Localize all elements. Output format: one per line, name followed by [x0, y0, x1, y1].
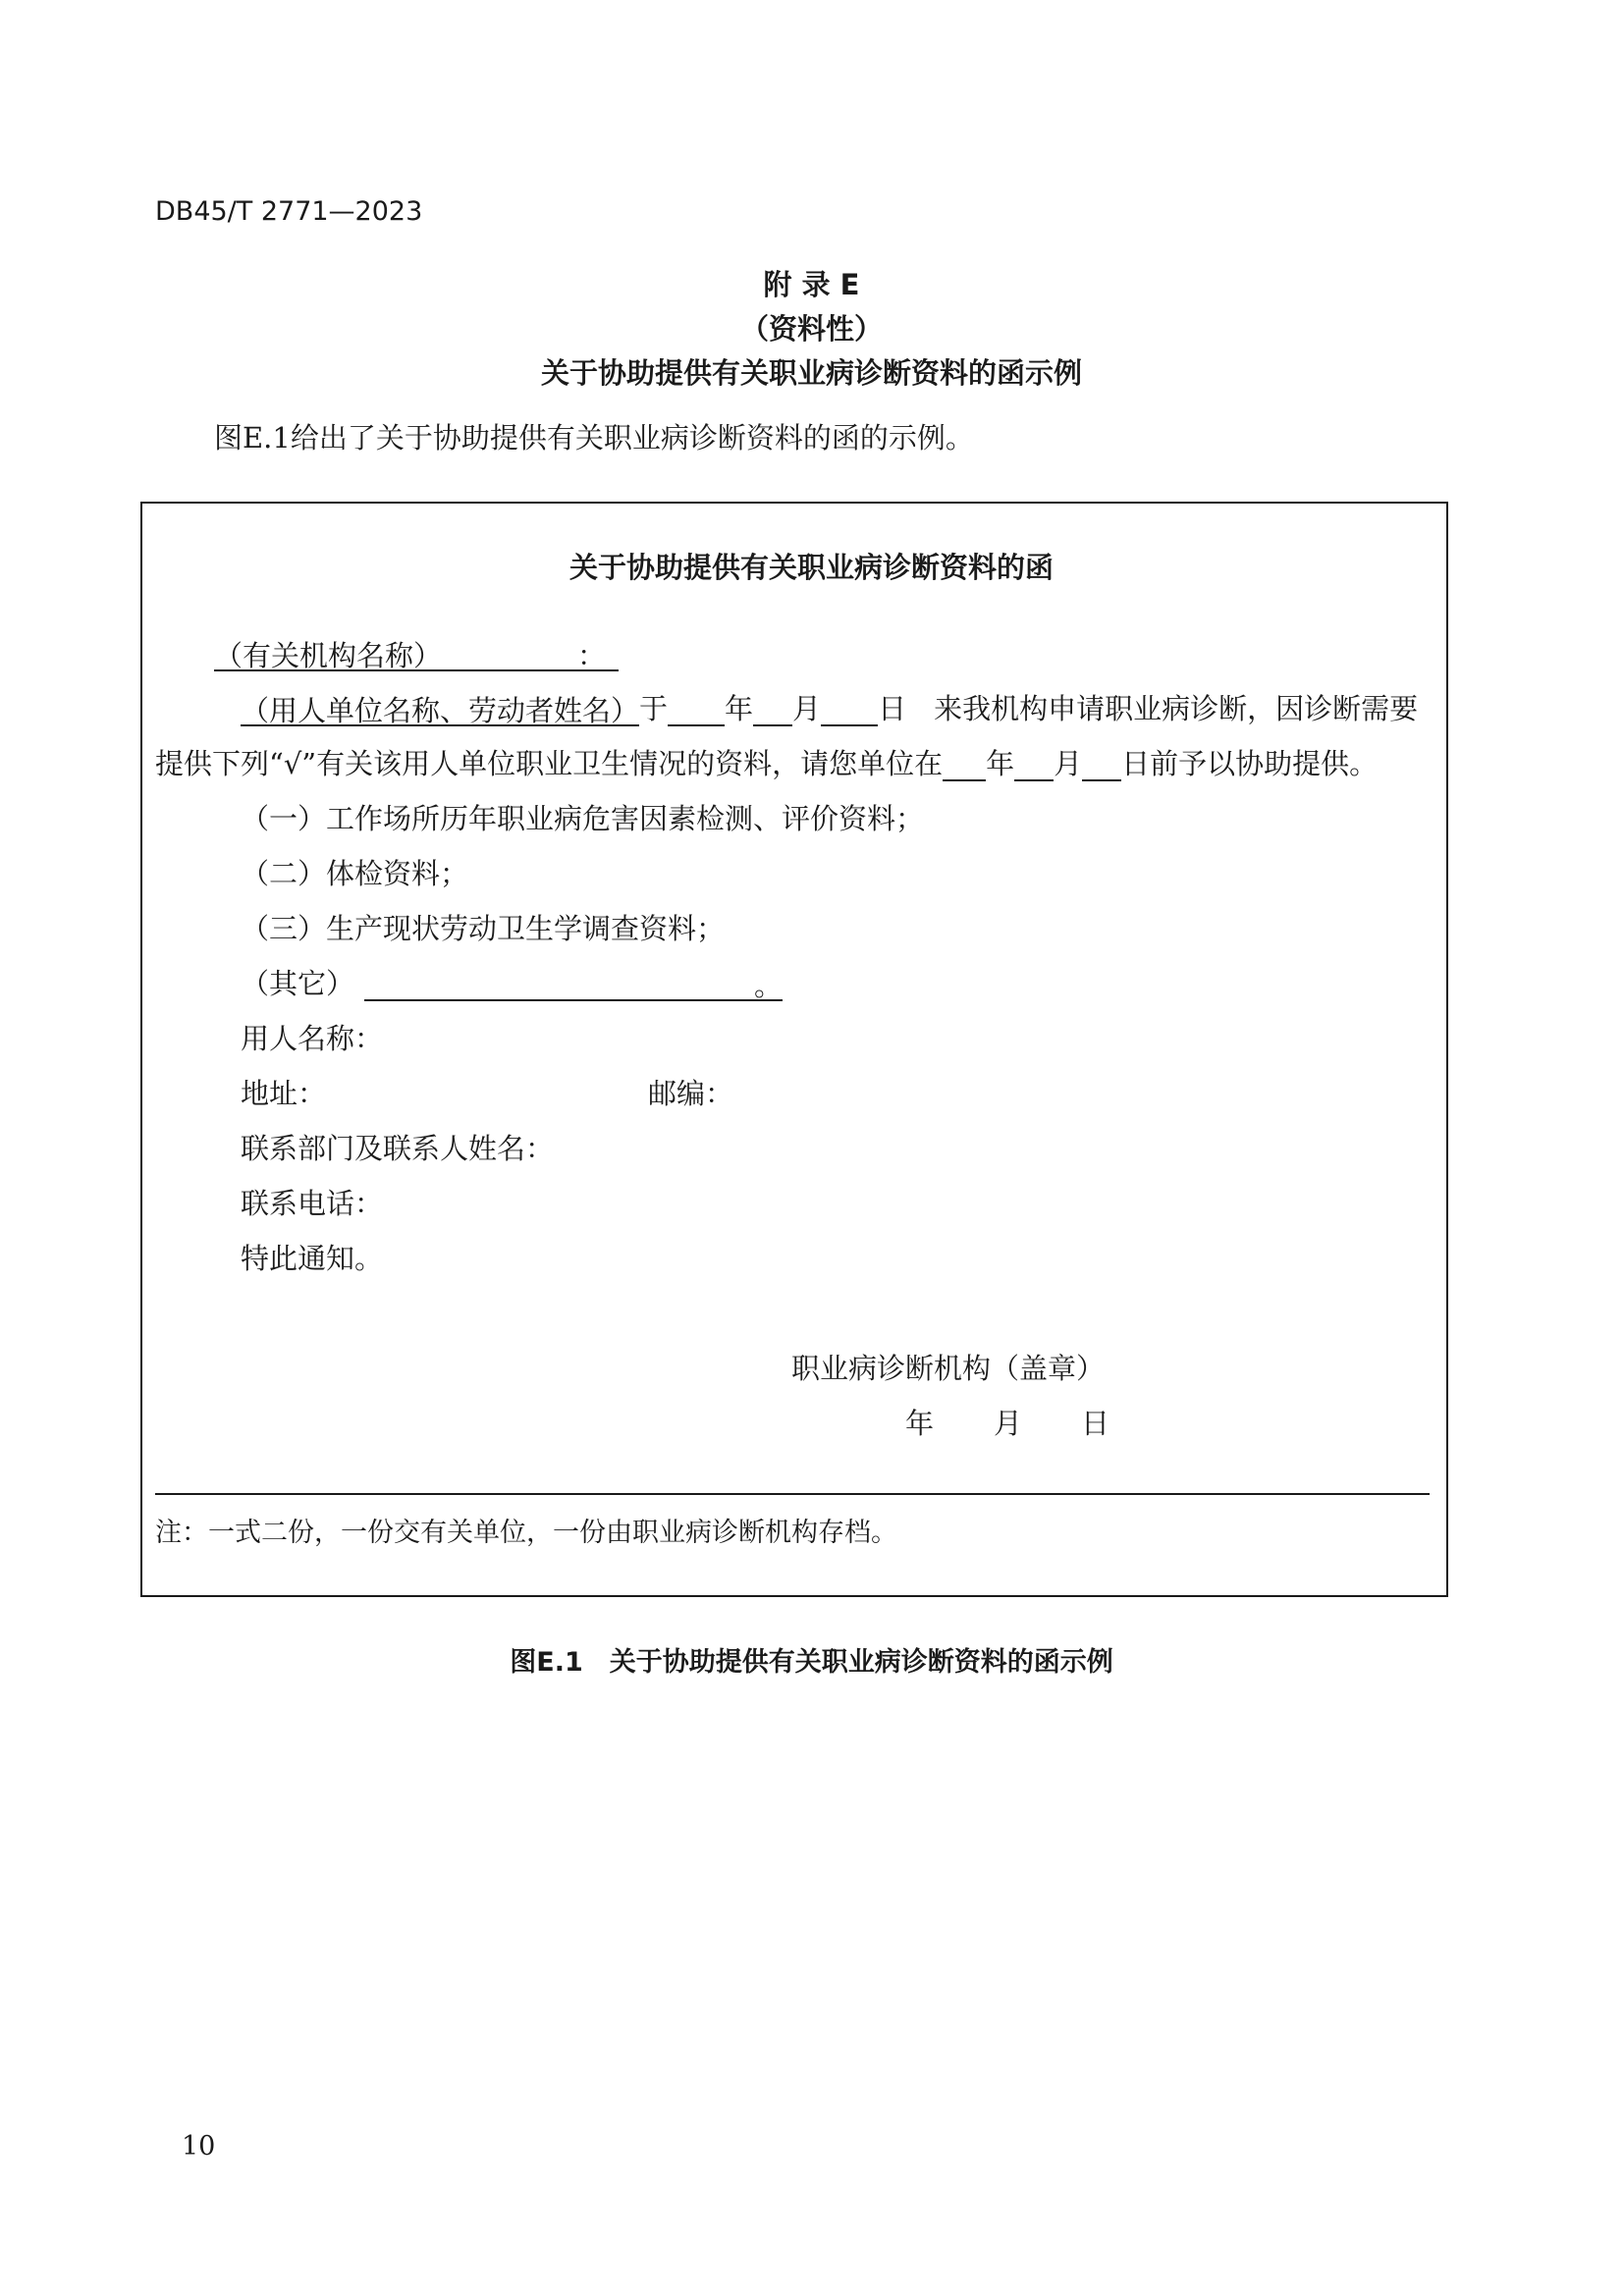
salutation-org-placeholder: （有关机构名称） — [214, 639, 443, 672]
figure-caption: 图E.1 关于协助提供有关职业病诊断资料的函示例 — [510, 1647, 1113, 1678]
item-other-line — [241, 966, 783, 1001]
note-divider — [155, 1493, 1430, 1495]
date-day: 日 — [1081, 1407, 1110, 1440]
blank-day-2 — [1082, 748, 1121, 781]
date-year: 年 — [905, 1407, 935, 1440]
blank-month-2 — [1014, 748, 1054, 781]
month-text-1: 月 — [792, 692, 822, 725]
blank-year-2 — [943, 748, 986, 781]
date-month: 月 — [994, 1407, 1023, 1440]
postcode-label: 邮编： — [648, 1077, 734, 1110]
blank-month-1 — [753, 693, 792, 726]
item-2: （二）体检资料； — [241, 857, 469, 890]
letter-title: 关于协助提供有关职业病诊断资料的函 — [568, 551, 1054, 584]
notice-text: 特此通知。 — [241, 1242, 384, 1275]
page-number: 10 — [182, 2131, 216, 2162]
appendix-nature: （资料性） — [739, 312, 883, 346]
standard-code: DB45/T 2771—2023 — [155, 196, 423, 227]
item-other-label: （其它） — [241, 967, 355, 1000]
phone-label: 联系电话： — [241, 1187, 384, 1220]
employer-worker-placeholder: （用人单位名称、劳动者姓名） — [241, 694, 640, 727]
applied-text: 来我机构申请职业病诊断，因诊断需要 — [934, 692, 1419, 725]
contact-label: 联系部门及联系人姓名： — [241, 1132, 555, 1165]
salutation-line — [214, 636, 619, 671]
appendix-title: 附 录 E — [763, 268, 860, 301]
appendix-subject: 关于协助提供有关职业病诊断资料的函示例 — [540, 356, 1082, 390]
blank-day-1 — [821, 693, 878, 726]
employer-name-label: 用人名称： — [241, 1022, 384, 1055]
year-text-1: 年 — [725, 692, 754, 725]
item-1: （一）工作场所历年职业病危害因素检测、评价资料； — [241, 802, 925, 835]
month-text-2: 月 — [1054, 747, 1083, 780]
intro-paragraph: 图E.1给出了关于协助提供有关职业病诊断资料的函的示例。 — [214, 421, 974, 454]
item-other-end: 。 — [754, 969, 784, 1002]
salutation-colon: ： — [577, 639, 607, 672]
year-text-2: 年 — [986, 747, 1015, 780]
item-3: （三）生产现状劳动卫生学调查资料； — [241, 912, 726, 945]
address-label: 地址： — [241, 1077, 327, 1110]
day-text-1: 日 — [878, 692, 907, 725]
blank-year-1 — [668, 693, 725, 726]
provide-prefix: 提供下列“√”有关该用人单位职业卫生情况的资料，请您单位在 — [155, 747, 944, 780]
applicant-line — [241, 691, 1418, 726]
issuer-seal: 职业病诊断机构（盖章） — [791, 1352, 1106, 1385]
provide-line — [155, 746, 1378, 781]
letter-note: 注：一式二份，一份交有关单位，一份由职业病诊断机构存档。 — [155, 1518, 897, 1548]
provide-suffix: 日前予以协助提供。 — [1121, 747, 1379, 780]
yu-text: 于 — [639, 692, 669, 725]
